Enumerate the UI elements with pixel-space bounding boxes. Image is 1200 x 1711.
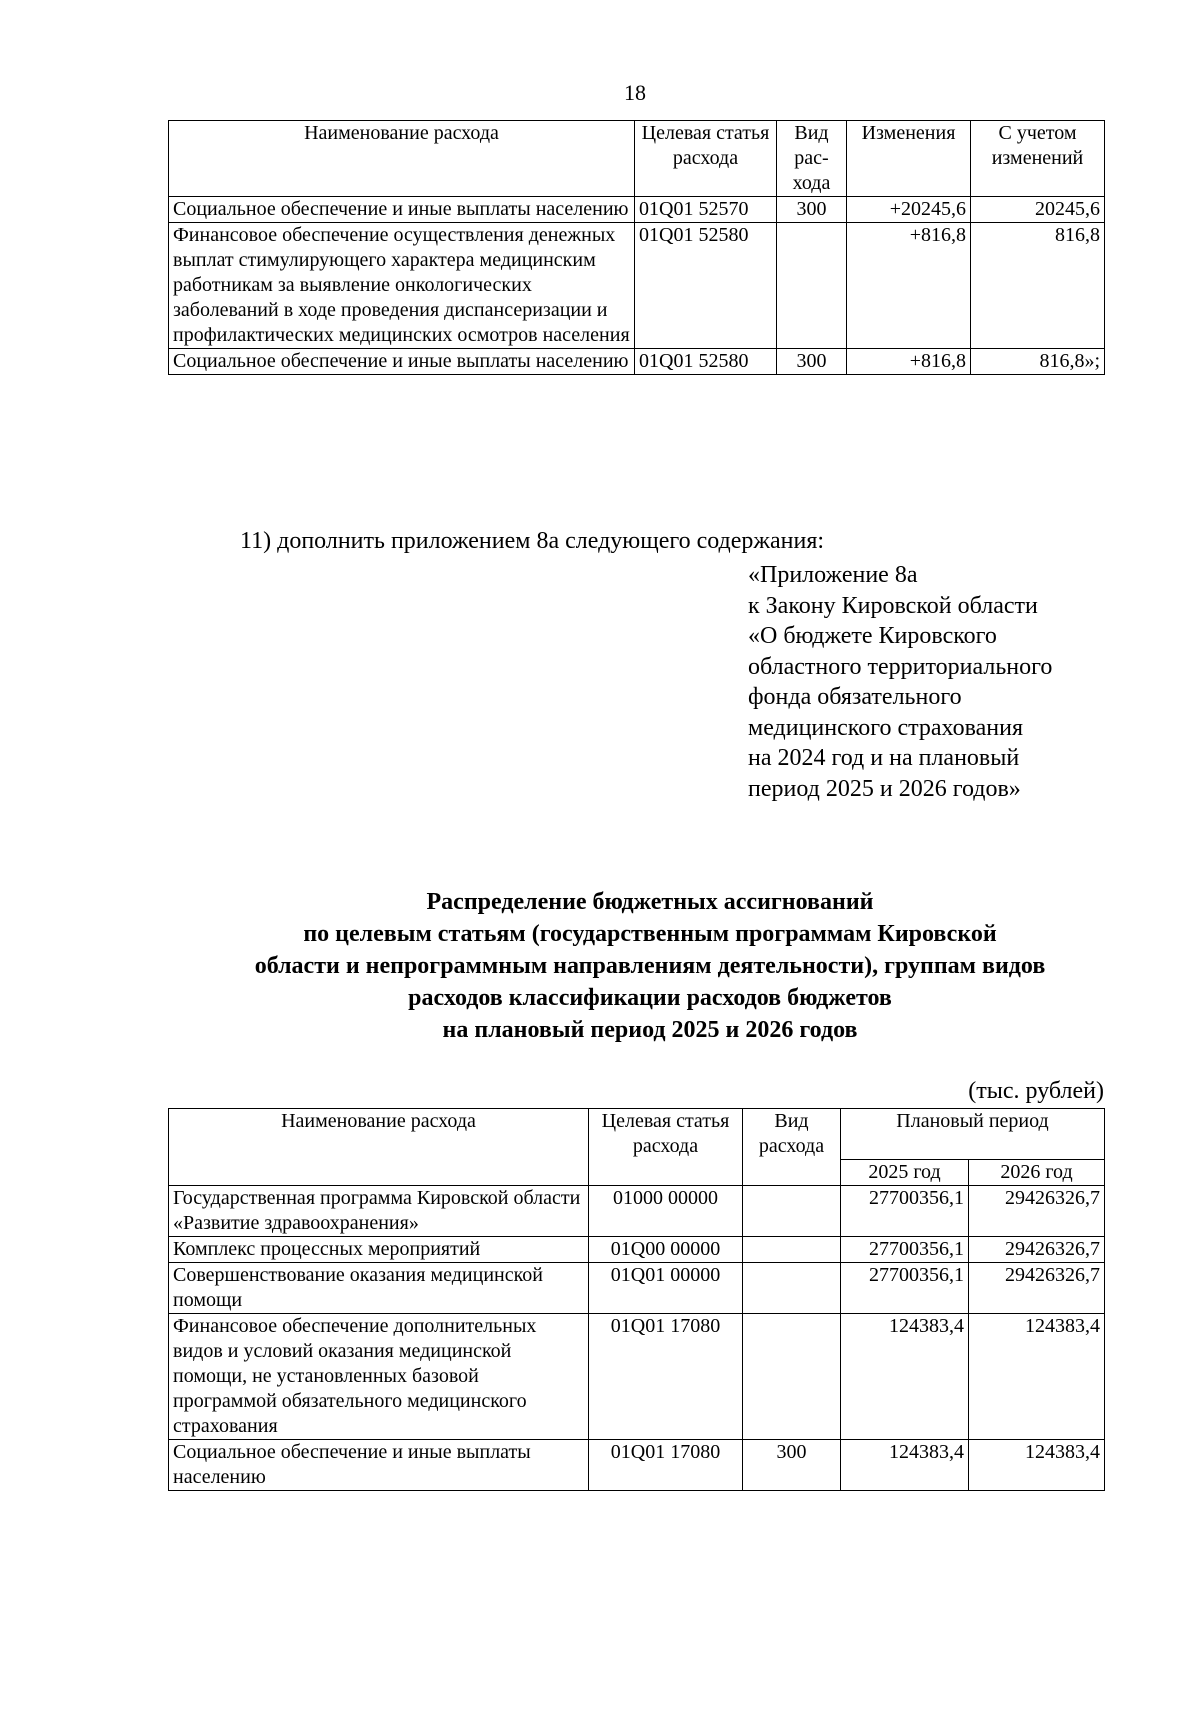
cell-name: Комплекс процессных мероприятий xyxy=(169,1237,589,1263)
header-year-2026: 2026 год xyxy=(969,1160,1105,1186)
expenditure-changes-table xyxy=(168,120,1105,375)
cell-type xyxy=(743,1186,841,1237)
table-row xyxy=(169,1186,1105,1237)
table-header-row xyxy=(169,1109,1105,1160)
instruction-text: 11) дополнить приложением 8а следующего содержания: xyxy=(240,528,825,554)
page-number: 18 xyxy=(624,80,646,105)
cell-type: 300 xyxy=(777,197,847,223)
heading-line: на плановый период 2025 и 2026 годов xyxy=(442,1017,858,1043)
appendix-line: «О бюджете Кировского xyxy=(748,623,997,649)
appendix-line: к Закону Кировской области xyxy=(748,592,1038,619)
cell-2026: 29426326,7 xyxy=(969,1237,1105,1263)
header-year-2025: 2025 год xyxy=(841,1160,969,1186)
heading-line: по целевым статьям (государственным программам Кировской xyxy=(303,921,997,947)
cell-changes: +816,8 xyxy=(847,349,971,375)
cell-changes: +816,8 xyxy=(847,223,971,349)
cell-name: Совершенствование оказания медицинской помощи xyxy=(169,1263,589,1314)
cell-target: 01Q01 00000 xyxy=(589,1263,743,1314)
cell-name: Социальное обеспечение и иные выплаты населению xyxy=(169,349,635,375)
cell-2026: 124383,4 xyxy=(969,1314,1105,1440)
table-row xyxy=(169,1237,1105,1263)
cell-target: 01Q01 52580 xyxy=(635,223,777,349)
header-target-article: Целевая статья расхода xyxy=(589,1109,743,1186)
header-changes: Изменения xyxy=(847,121,971,197)
cell-target: 01Q01 52570 xyxy=(635,197,777,223)
heading-line: области и непрограммным направлениям деятельности), группам видов xyxy=(254,953,1046,979)
heading-line: расходов классификации расходов бюджетов xyxy=(408,985,892,1011)
cell-2026: 29426326,7 xyxy=(969,1263,1105,1314)
header-name: Наименование расхода xyxy=(169,1109,589,1186)
cell-type xyxy=(743,1314,841,1440)
budget-allocation-table xyxy=(168,1108,1105,1491)
cell-target: 01Q01 52580 xyxy=(635,349,777,375)
cell-target: 01Q00 00000 xyxy=(589,1237,743,1263)
cell-type xyxy=(777,223,847,349)
table-row xyxy=(169,1314,1105,1440)
appendix-line: на 2024 год и на плановый xyxy=(748,745,1020,771)
cell-2025: 124383,4 xyxy=(841,1440,969,1491)
cell-type: 300 xyxy=(777,349,847,375)
table-row xyxy=(169,197,1105,223)
cell-2025: 124383,4 xyxy=(841,1314,969,1440)
cell-2025: 27700356,1 xyxy=(841,1237,969,1263)
cell-type xyxy=(743,1263,841,1314)
header-expense-type: Вид расхода xyxy=(743,1109,841,1186)
cell-name: Государственная программа Кировской области «Развитие здравоохранения» xyxy=(169,1186,589,1237)
table-row xyxy=(169,1440,1105,1491)
units-label: (тыс. рублей) xyxy=(968,1078,1104,1104)
cell-2026: 29426326,7 xyxy=(969,1186,1105,1237)
cell-target: 01000 00000 xyxy=(589,1186,743,1237)
cell-target: 01Q01 17080 xyxy=(589,1440,743,1491)
header-with-changes: С учетом изменений xyxy=(971,121,1105,197)
cell-changes: +20245,6 xyxy=(847,197,971,223)
cell-total: 816,8 xyxy=(971,223,1105,349)
header-expense-type: Вид рас-хода xyxy=(777,121,847,197)
table-row xyxy=(169,349,1105,375)
appendix-line: фонда обязательного xyxy=(748,684,962,710)
cell-total: 816,8»; xyxy=(971,349,1105,375)
cell-target: 01Q01 17080 xyxy=(589,1314,743,1440)
cell-total: 20245,6 xyxy=(971,197,1105,223)
appendix-line: период 2025 и 2026 годов» xyxy=(748,775,1021,802)
cell-type xyxy=(743,1237,841,1263)
table-row xyxy=(169,1263,1105,1314)
cell-2025: 27700356,1 xyxy=(841,1186,969,1237)
cell-name: Финансовое обеспечение осуществления денежных выплат стимулирующего характера медицинским работникам за выявление онкологических заболеваний в ходе проведения диспансеризации и профилактических медицинских осмотров населения xyxy=(169,223,635,349)
cell-2026: 124383,4 xyxy=(969,1440,1105,1491)
header-planned-period: Плановый период xyxy=(841,1109,1105,1160)
section-heading xyxy=(150,886,1150,1046)
header-target-article: Целевая статья расхода xyxy=(635,121,777,197)
cell-name: Социальное обеспечение и иные выплаты населению xyxy=(169,197,635,223)
appendix-line: медицинского страхования xyxy=(748,714,1024,741)
appendix-line: «Приложение 8а xyxy=(748,562,918,588)
header-name: Наименование расхода xyxy=(169,121,635,197)
appendix-reference xyxy=(748,560,1052,804)
heading-line: Распределение бюджетных ассигнований xyxy=(426,889,874,915)
appendix-line: областного территориального xyxy=(748,653,1053,680)
table-header-row xyxy=(169,121,1105,197)
cell-name: Социальное обеспечение и иные выплаты населению xyxy=(169,1440,589,1491)
cell-name: Финансовое обеспечение дополнительных видов и условий оказания медицинской помощи, не установленных базовой программой обязательного медицинского страхования xyxy=(169,1314,589,1440)
table-row xyxy=(169,223,1105,349)
cell-type: 300 xyxy=(743,1440,841,1491)
cell-2025: 27700356,1 xyxy=(841,1263,969,1314)
